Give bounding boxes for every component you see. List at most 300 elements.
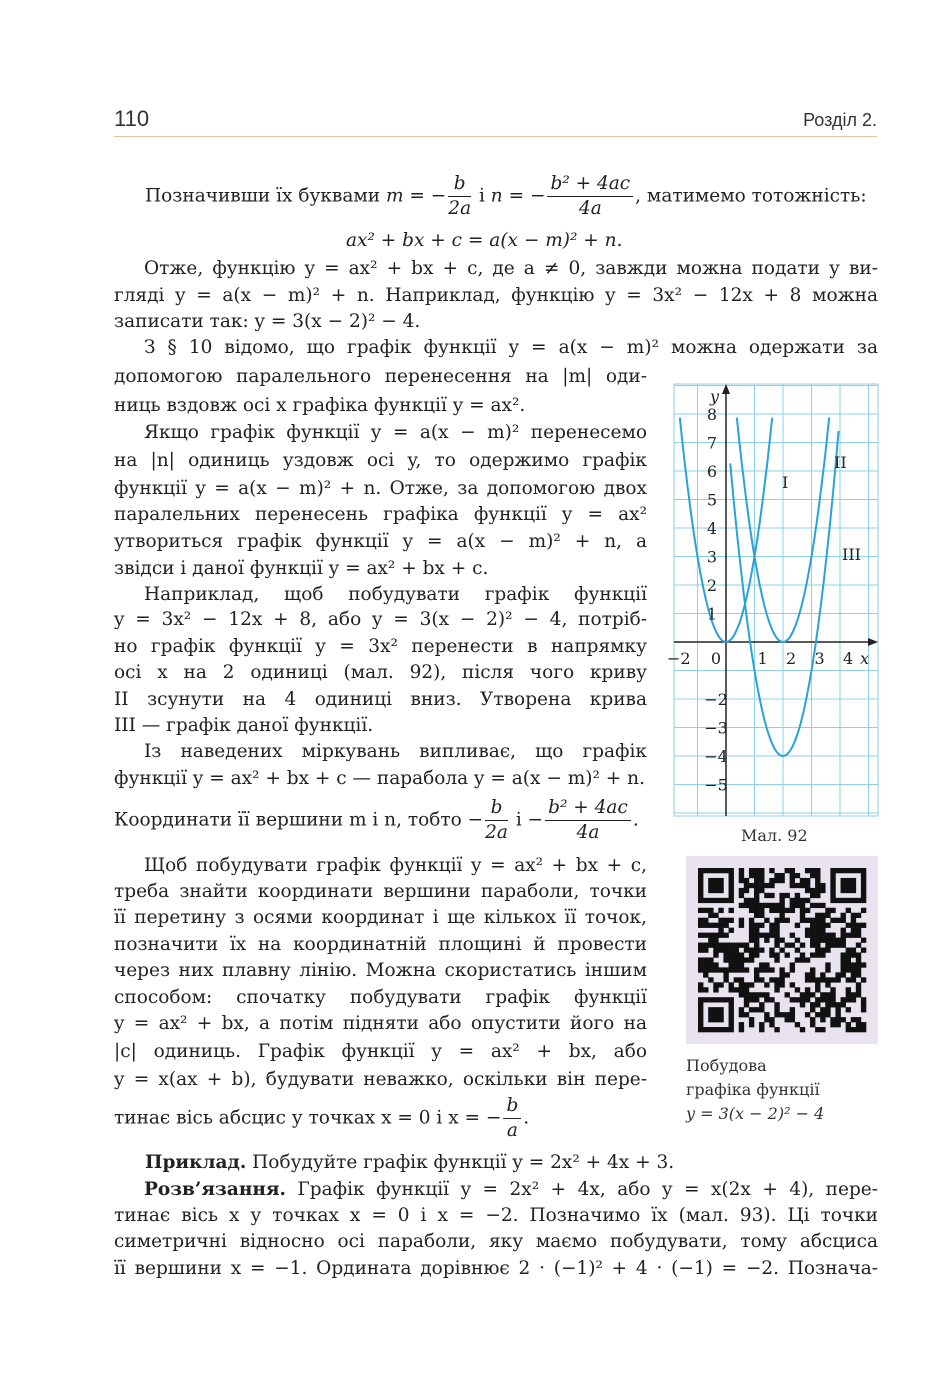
qr-module <box>749 1022 754 1027</box>
qr-module <box>754 873 759 878</box>
qr-module <box>790 878 795 883</box>
qr-module <box>790 943 795 948</box>
qr-module <box>713 1027 718 1032</box>
qr-module <box>718 982 723 987</box>
qr-module <box>825 982 830 987</box>
qr-module <box>754 903 759 908</box>
qr-module <box>718 1017 723 1022</box>
text-line-8: ниць вздовж осі x графіка функції y = ax². <box>114 395 526 416</box>
qr-module <box>830 1017 835 1022</box>
qr-module <box>800 1027 805 1032</box>
qr-module <box>805 928 810 933</box>
curve-label-ii: II <box>834 453 847 472</box>
qr-module <box>708 1007 713 1012</box>
qr-module <box>800 1002 805 1007</box>
qr-module <box>820 933 825 938</box>
qr-module <box>856 972 861 977</box>
qr-module <box>841 883 846 888</box>
qr-module <box>820 977 825 982</box>
qr-module <box>830 1002 835 1007</box>
qr-module <box>846 1022 851 1027</box>
qr-module <box>729 943 734 948</box>
qr-module <box>851 913 856 918</box>
text-line-27: позначити їх на координатній площині й провести <box>114 934 647 955</box>
qr-module <box>718 943 723 948</box>
qr-module <box>749 1007 754 1012</box>
qr-module <box>769 908 774 913</box>
qr-module <box>851 933 856 938</box>
qr-module <box>759 967 764 972</box>
qr-module <box>774 938 779 943</box>
qr-module <box>749 933 754 938</box>
qr-module <box>754 952 759 957</box>
qr-module <box>815 948 820 953</box>
qr-module <box>805 933 810 938</box>
qr-module <box>774 878 779 883</box>
qr-module <box>774 957 779 962</box>
qr-module <box>805 972 810 977</box>
qr-module <box>754 1007 759 1012</box>
qr-module <box>795 938 800 943</box>
qr-module <box>795 873 800 878</box>
qr-module <box>744 982 749 987</box>
qr-module <box>749 948 754 953</box>
text-segment: n = − <box>490 185 546 207</box>
qr-module <box>754 908 759 913</box>
qr-module <box>790 908 795 913</box>
qr-module <box>830 992 835 997</box>
qr-module <box>851 992 856 997</box>
qr-module <box>779 878 784 883</box>
qr-module <box>851 952 856 957</box>
qr-module <box>723 933 728 938</box>
qr-module <box>835 1012 840 1017</box>
qr-module <box>795 903 800 908</box>
text-segment: . <box>523 1107 530 1129</box>
qr-module <box>729 873 734 878</box>
qr-module <box>835 1002 840 1007</box>
qr-module <box>835 1022 840 1027</box>
text-line-36: тинає вісь x у точках x = 0 і x = −2. Позначимо їх (мал. 93). Ці точки <box>114 1205 878 1226</box>
qr-module <box>718 883 723 888</box>
qr-module <box>820 1007 825 1012</box>
qr-module <box>754 928 759 933</box>
qr-module <box>708 977 713 982</box>
qr-module <box>861 1027 866 1032</box>
qr-module <box>769 883 774 888</box>
qr-module <box>754 943 759 948</box>
qr-module <box>841 938 846 943</box>
qr-module <box>861 1007 866 1012</box>
qr-module <box>835 1007 840 1012</box>
qr-module <box>764 893 769 898</box>
qr-module <box>805 977 810 982</box>
qr-module <box>723 923 728 928</box>
qr-module <box>708 923 713 928</box>
qr-module <box>825 908 830 913</box>
qr-module <box>846 967 851 972</box>
qr-module <box>820 992 825 997</box>
qr-module <box>779 1012 784 1017</box>
qr-module <box>764 982 769 987</box>
qr-module <box>841 898 846 903</box>
qr-module <box>759 933 764 938</box>
qr-module <box>713 888 718 893</box>
qr-module <box>830 878 835 883</box>
qr-module <box>779 898 784 903</box>
qr-module <box>749 898 754 903</box>
qr-module <box>790 903 795 908</box>
qr-module <box>815 1012 820 1017</box>
qr-module <box>815 878 820 883</box>
qr-module <box>713 1007 718 1012</box>
qr-module <box>825 992 830 997</box>
qr-module <box>820 1017 825 1022</box>
qr-module <box>825 1007 830 1012</box>
qr-module <box>744 992 749 997</box>
qr-caption-line: Побудова <box>686 1056 767 1075</box>
qr-module <box>861 923 866 928</box>
qr-module <box>729 962 734 967</box>
qr-module <box>800 943 805 948</box>
qr-module <box>769 967 774 972</box>
qr-module <box>744 878 749 883</box>
qr-module <box>723 1027 728 1032</box>
text-line-10: на |n| одиниць уздовж осі y, то одержимо графік <box>114 450 647 471</box>
qr-module <box>851 898 856 903</box>
text-line-9: Якщо графік функції y = a(x − m)² перенесемо <box>144 422 647 443</box>
y-tick-label: 8 <box>706 405 718 424</box>
qr-module <box>846 878 851 883</box>
text-line-25: треба знайти координати вершини параболи, точки <box>114 881 647 902</box>
qr-module <box>856 952 861 957</box>
qr-module <box>774 928 779 933</box>
qr-module <box>861 893 866 898</box>
qr-module <box>790 1007 795 1012</box>
qr-module <box>856 962 861 967</box>
qr-module <box>759 888 764 893</box>
qr-module <box>846 1027 851 1032</box>
qr-module <box>785 952 790 957</box>
qr-module <box>810 938 815 943</box>
qr-module <box>698 878 703 883</box>
qr-module <box>703 972 708 977</box>
qr-module <box>846 997 851 1002</box>
figure-caption: Мал. 92 <box>741 826 808 845</box>
qr-module <box>749 982 754 987</box>
qr-module <box>856 933 861 938</box>
qr-module <box>835 977 840 982</box>
qr-module <box>698 873 703 878</box>
qr-module <box>739 977 744 982</box>
qr-module <box>790 997 795 1002</box>
text-segment: m = − <box>385 185 447 207</box>
qr-module <box>805 992 810 997</box>
qr-module <box>805 878 810 883</box>
qr-module <box>830 997 835 1002</box>
qr-module <box>851 868 856 873</box>
qr-module <box>708 908 713 913</box>
qr-code[interactable] <box>698 868 866 1032</box>
qr-module <box>754 992 759 997</box>
text-line-20: III — графік даної функції. <box>114 715 374 736</box>
qr-module <box>769 923 774 928</box>
qr-module <box>703 957 708 962</box>
qr-module <box>718 997 723 1002</box>
text-line-26: її перетину з осями координат і ще кількох її точок, <box>114 907 647 928</box>
qr-module <box>774 987 779 992</box>
qr-module <box>846 933 851 938</box>
qr-module <box>815 873 820 878</box>
qr-module <box>820 1027 825 1032</box>
qr-module <box>759 923 764 928</box>
fraction-numerator: b <box>448 172 471 197</box>
qr-module <box>708 878 713 883</box>
qr-module <box>759 873 764 878</box>
qr-module <box>856 898 861 903</box>
qr-module <box>810 977 815 982</box>
qr-module <box>830 933 835 938</box>
qr-module <box>698 898 703 903</box>
qr-module <box>764 933 769 938</box>
qr-module <box>779 938 784 943</box>
qr-module <box>739 943 744 948</box>
y-tick-label: 7 <box>706 433 718 453</box>
qr-module <box>723 868 728 873</box>
qr-module <box>779 903 784 908</box>
qr-module <box>734 962 739 967</box>
qr-module <box>790 1012 795 1017</box>
qr-module <box>703 923 708 928</box>
qr-module <box>825 977 830 982</box>
qr-module <box>769 948 774 953</box>
qr-module <box>800 957 805 962</box>
qr-module <box>790 933 795 938</box>
qr-module <box>795 1022 800 1027</box>
text-segment: і − <box>509 809 544 831</box>
qr-module <box>800 952 805 957</box>
text-line-18: осі x на 2 одиниці (мал. 92), після чого криву <box>114 662 647 683</box>
qr-module <box>744 957 749 962</box>
qr-module <box>698 997 703 1002</box>
qr-module <box>846 888 851 893</box>
qr-module <box>734 952 739 957</box>
qr-module <box>846 992 851 997</box>
qr-module <box>698 883 703 888</box>
text-line-19: II зсунути на 4 одиниці вниз. Утворена крива <box>114 689 647 710</box>
qr-module <box>703 987 708 992</box>
qr-module <box>729 1002 734 1007</box>
qr-module <box>713 982 718 987</box>
qr-module <box>810 903 815 908</box>
y-tick-label: −2 <box>704 690 728 709</box>
qr-module <box>759 977 764 982</box>
qr-module <box>774 903 779 908</box>
qr-module <box>769 1022 774 1027</box>
qr-module <box>815 982 820 987</box>
qr-module <box>713 943 718 948</box>
qr-module <box>713 967 718 972</box>
text-line-33 <box>114 1094 529 1143</box>
qr-module <box>734 943 739 948</box>
qr-module <box>774 908 779 913</box>
qr-module <box>861 1002 866 1007</box>
qr-module <box>749 923 754 928</box>
qr-module <box>708 883 713 888</box>
qr-module <box>754 967 759 972</box>
qr-module <box>759 1007 764 1012</box>
qr-module <box>698 962 703 967</box>
qr-module <box>729 1017 734 1022</box>
qr-module <box>851 997 856 1002</box>
qr-module <box>703 933 708 938</box>
qr-module <box>830 888 835 893</box>
text-line-3: Отже, функцію y = ax² + bx + c, де a ≠ 0, завжди можна подати у ви- <box>144 258 878 279</box>
qr-module <box>769 1017 774 1022</box>
qr-module <box>841 997 846 1002</box>
qr-module <box>810 967 815 972</box>
qr-module <box>805 908 810 913</box>
qr-module <box>759 883 764 888</box>
qr-module <box>810 933 815 938</box>
qr-module <box>769 893 774 898</box>
qr-module <box>759 878 764 883</box>
fraction-numerator: b² + 4ac <box>545 796 631 821</box>
qr-module <box>810 1022 815 1027</box>
qr-module <box>759 903 764 908</box>
qr-module <box>830 893 835 898</box>
qr-module <box>734 967 739 972</box>
y-tick-label: −5 <box>704 775 728 795</box>
qr-module <box>785 992 790 997</box>
qr-module <box>810 873 815 878</box>
qr-module <box>861 1022 866 1027</box>
qr-module <box>861 873 866 878</box>
qr-module <box>835 868 840 873</box>
qr-module <box>779 972 784 977</box>
qr-module <box>815 868 820 873</box>
qr-module <box>723 977 728 982</box>
qr-module <box>841 868 846 873</box>
qr-module <box>764 918 769 923</box>
qr-module <box>841 952 846 957</box>
qr-caption-line: y = 3(x − 2)² − 4 <box>686 1104 825 1123</box>
qr-module <box>841 957 846 962</box>
qr-module <box>769 952 774 957</box>
qr-module <box>851 977 856 982</box>
y-tick-label: 4 <box>706 519 718 538</box>
qr-module <box>739 893 744 898</box>
qr-module <box>820 888 825 893</box>
qr-module <box>698 933 703 938</box>
qr-module <box>841 972 846 977</box>
qr-module <box>708 913 713 918</box>
qr-module <box>810 972 815 977</box>
qr-module <box>846 957 851 962</box>
y-tick-label: −3 <box>704 718 728 738</box>
qr-module <box>835 943 840 948</box>
qr-module <box>723 952 728 957</box>
qr-module <box>815 997 820 1002</box>
qr-module <box>851 888 856 893</box>
qr-module <box>698 957 703 962</box>
qr-module <box>825 933 830 938</box>
qr-module <box>825 923 830 928</box>
qr-module <box>744 948 749 953</box>
qr-module <box>846 948 851 953</box>
qr-module <box>703 1027 708 1032</box>
qr-module <box>841 913 846 918</box>
text-line-13: утвориться графік функції y = a(x − m)² + n, а <box>114 531 647 552</box>
qr-module <box>815 1027 820 1032</box>
text-line-31: |c| одиниць. Графік функції y = ax² + bx, або <box>114 1041 647 1062</box>
qr-module <box>713 952 718 957</box>
x-tick-label: 0 <box>710 649 722 668</box>
qr-module <box>703 962 708 967</box>
qr-module <box>790 898 795 903</box>
qr-module <box>810 868 815 873</box>
qr-module <box>785 972 790 977</box>
qr-module <box>830 873 835 878</box>
qr-module <box>846 952 851 957</box>
qr-module <box>729 997 734 1002</box>
qr-module <box>851 1017 856 1022</box>
qr-module <box>769 868 774 873</box>
qr-module <box>759 913 764 918</box>
qr-module <box>815 923 820 928</box>
qr-module <box>815 987 820 992</box>
qr-module <box>774 918 779 923</box>
qr-code-panel[interactable] <box>686 856 878 1044</box>
qr-module <box>739 987 744 992</box>
text-line-17: но графік функції y = 3x² перенести в напрямку <box>114 636 647 657</box>
qr-module <box>708 1012 713 1017</box>
qr-module <box>729 918 734 923</box>
qr-module <box>759 992 764 997</box>
qr-module <box>779 893 784 898</box>
y-tick-label: −4 <box>704 747 728 766</box>
qr-module <box>729 1022 734 1027</box>
qr-module <box>790 868 795 873</box>
x-tick-label: 1 <box>757 649 768 668</box>
qr-module <box>708 943 713 948</box>
qr-module <box>841 967 846 972</box>
qr-module <box>723 948 728 953</box>
qr-module <box>708 868 713 873</box>
text-line-23 <box>114 796 639 845</box>
qr-module <box>744 888 749 893</box>
qr-module <box>774 873 779 878</box>
x-tick-label: 2 <box>786 649 797 668</box>
qr-module <box>764 1017 769 1022</box>
qr-module <box>815 943 820 948</box>
qr-module <box>846 977 851 982</box>
text-segment: Позначивши їх буквами <box>145 185 386 207</box>
solution-label: Розв’язання. <box>144 1179 287 1200</box>
qr-module <box>810 888 815 893</box>
qr-module <box>815 918 820 923</box>
qr-module <box>846 962 851 967</box>
qr-module <box>713 933 718 938</box>
y-tick-label: 5 <box>706 490 718 510</box>
qr-module <box>698 1017 703 1022</box>
qr-module <box>830 977 835 982</box>
qr-module <box>698 888 703 893</box>
qr-module <box>785 1012 790 1017</box>
qr-module <box>739 888 744 893</box>
qr-module <box>820 1012 825 1017</box>
qr-module <box>779 948 784 953</box>
